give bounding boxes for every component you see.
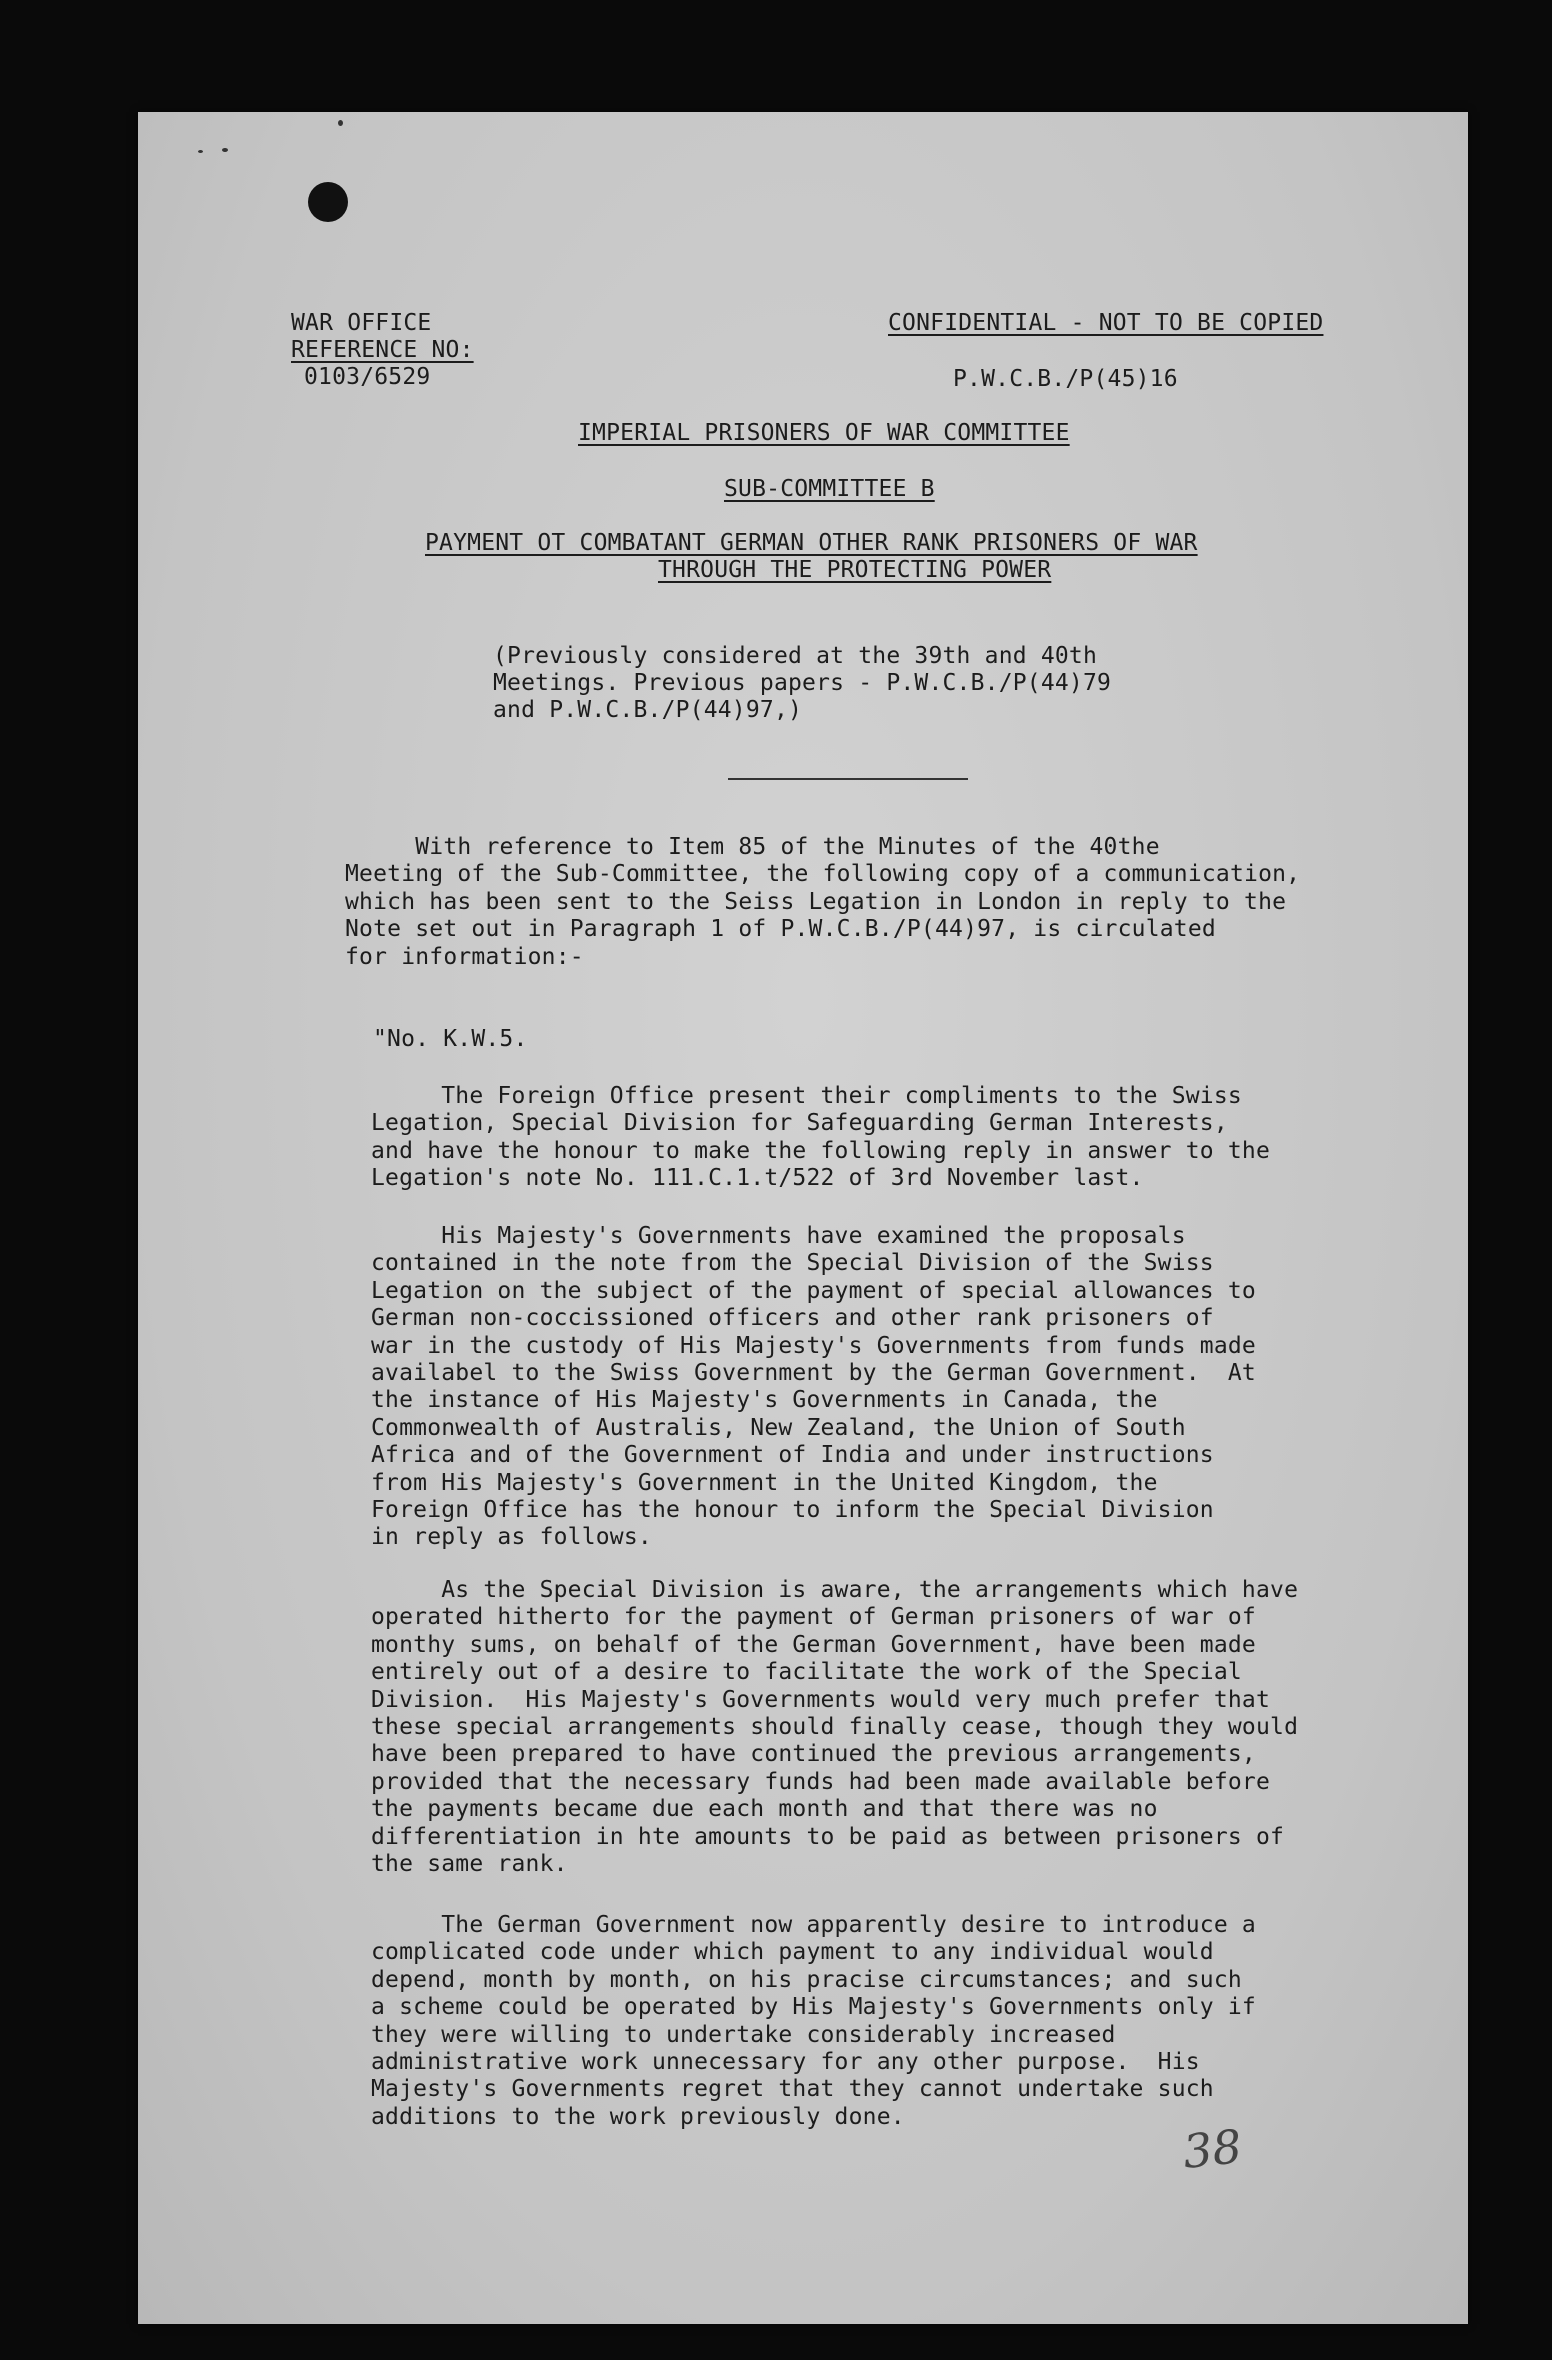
committee-title: IMPERIAL PRISONERS OF WAR COMMITTEE [578, 420, 1070, 446]
speck [338, 120, 343, 126]
note-line-2: Meetings. Previous papers - P.W.C.B./P(44)79 [493, 670, 1112, 696]
paragraph-1: The Foreign Office present their compliments to the Swiss Legation, Special Division for Safeguarding German Interests, and have the honour to make the following reply in answer to the Legation's note No. 111.C.1.t/522 of 3rd November last. [371, 1083, 1271, 1192]
speck [198, 150, 203, 153]
subject-line-1: PAYMENT OT COMBATANT GERMAN OTHER RANK PRISONERS OF WAR [425, 530, 1198, 556]
subject-line-2: THROUGH THE PROTECTING POWER [658, 557, 1052, 583]
note-line-1: (Previously considered at the 39th and 40th [493, 643, 1098, 669]
note-number: "No. K.W.5. [373, 1026, 528, 1052]
reference-number: 0103/6529 [304, 364, 431, 390]
reference-label: REFERENCE NO: [291, 337, 474, 363]
divider [728, 778, 968, 780]
paragraph-2: His Majesty's Governments have examined the proposals contained in the note from the Special Division of the Swiss Legation on the subject of the payment of special allowances to German non-coccissioned officers and other rank prisoners of war in the custody of His Majesty's Governments from funds made availabel to the Swiss Government by the German Government. At the instance of His Majesty's Governments in Canada, the Commonwealth of Australis, New Zealand, the Union of South Africa and of the Government of India and under instructions from His Majesty's Government in the United Kingdom, the Foreign Office has the honour to inform the Special Division in reply as follows. [371, 1223, 1256, 1551]
classification-label: CONFIDENTIAL - NOT TO BE COPIED [888, 310, 1324, 336]
sub-committee-title: SUB-COMMITTEE B [724, 476, 935, 502]
punch-hole [308, 182, 348, 222]
paper-reference: P.W.C.B./P(45)16 [953, 366, 1178, 392]
paragraph-4: The German Government now apparently desire to introduce a complicated code under which payment to any individual would depend, month by month, on his pracise circumstances; and such a scheme could be operated by His Majesty's Governments only if they were willing to undertake considerably increased administrative work unnecessary for any other purpose. His Majesty's Governments regret that they cannot undertake such additions to the work previously done. [371, 1912, 1256, 2130]
document-page [138, 112, 1468, 2324]
handwritten-page-number: 38 [1180, 2119, 1245, 2179]
office-line: WAR OFFICE [291, 310, 432, 336]
intro-paragraph: With reference to Item 85 of the Minutes of the 40the Meeting of the Sub-Committee, the following copy of a communication, which has been sent to the Seiss Legation in London in reply to the Note set out in Paragraph 1 of P.W.C.B./P(44)97, is circulated for information:- [345, 834, 1301, 970]
speck [222, 148, 228, 152]
note-line-3: and P.W.C.B./P(44)97,) [493, 697, 803, 723]
paragraph-3: As the Special Division is aware, the arrangements which have operated hitherto for the payment of German prisoners of war of monthy sums, on behalf of the German Government, have been made entirely out of a desire to facilitate the work of the Special Division. His Majesty's Governments would very much prefer that these special arrangements should finally cease, though they would have been prepared to have continued the previous arrangements, provided that the necessary funds had been made available before the payments became due each month and that there was no differentiation in hte amounts to be paid as between prisoners of the same rank. [371, 1577, 1299, 1878]
